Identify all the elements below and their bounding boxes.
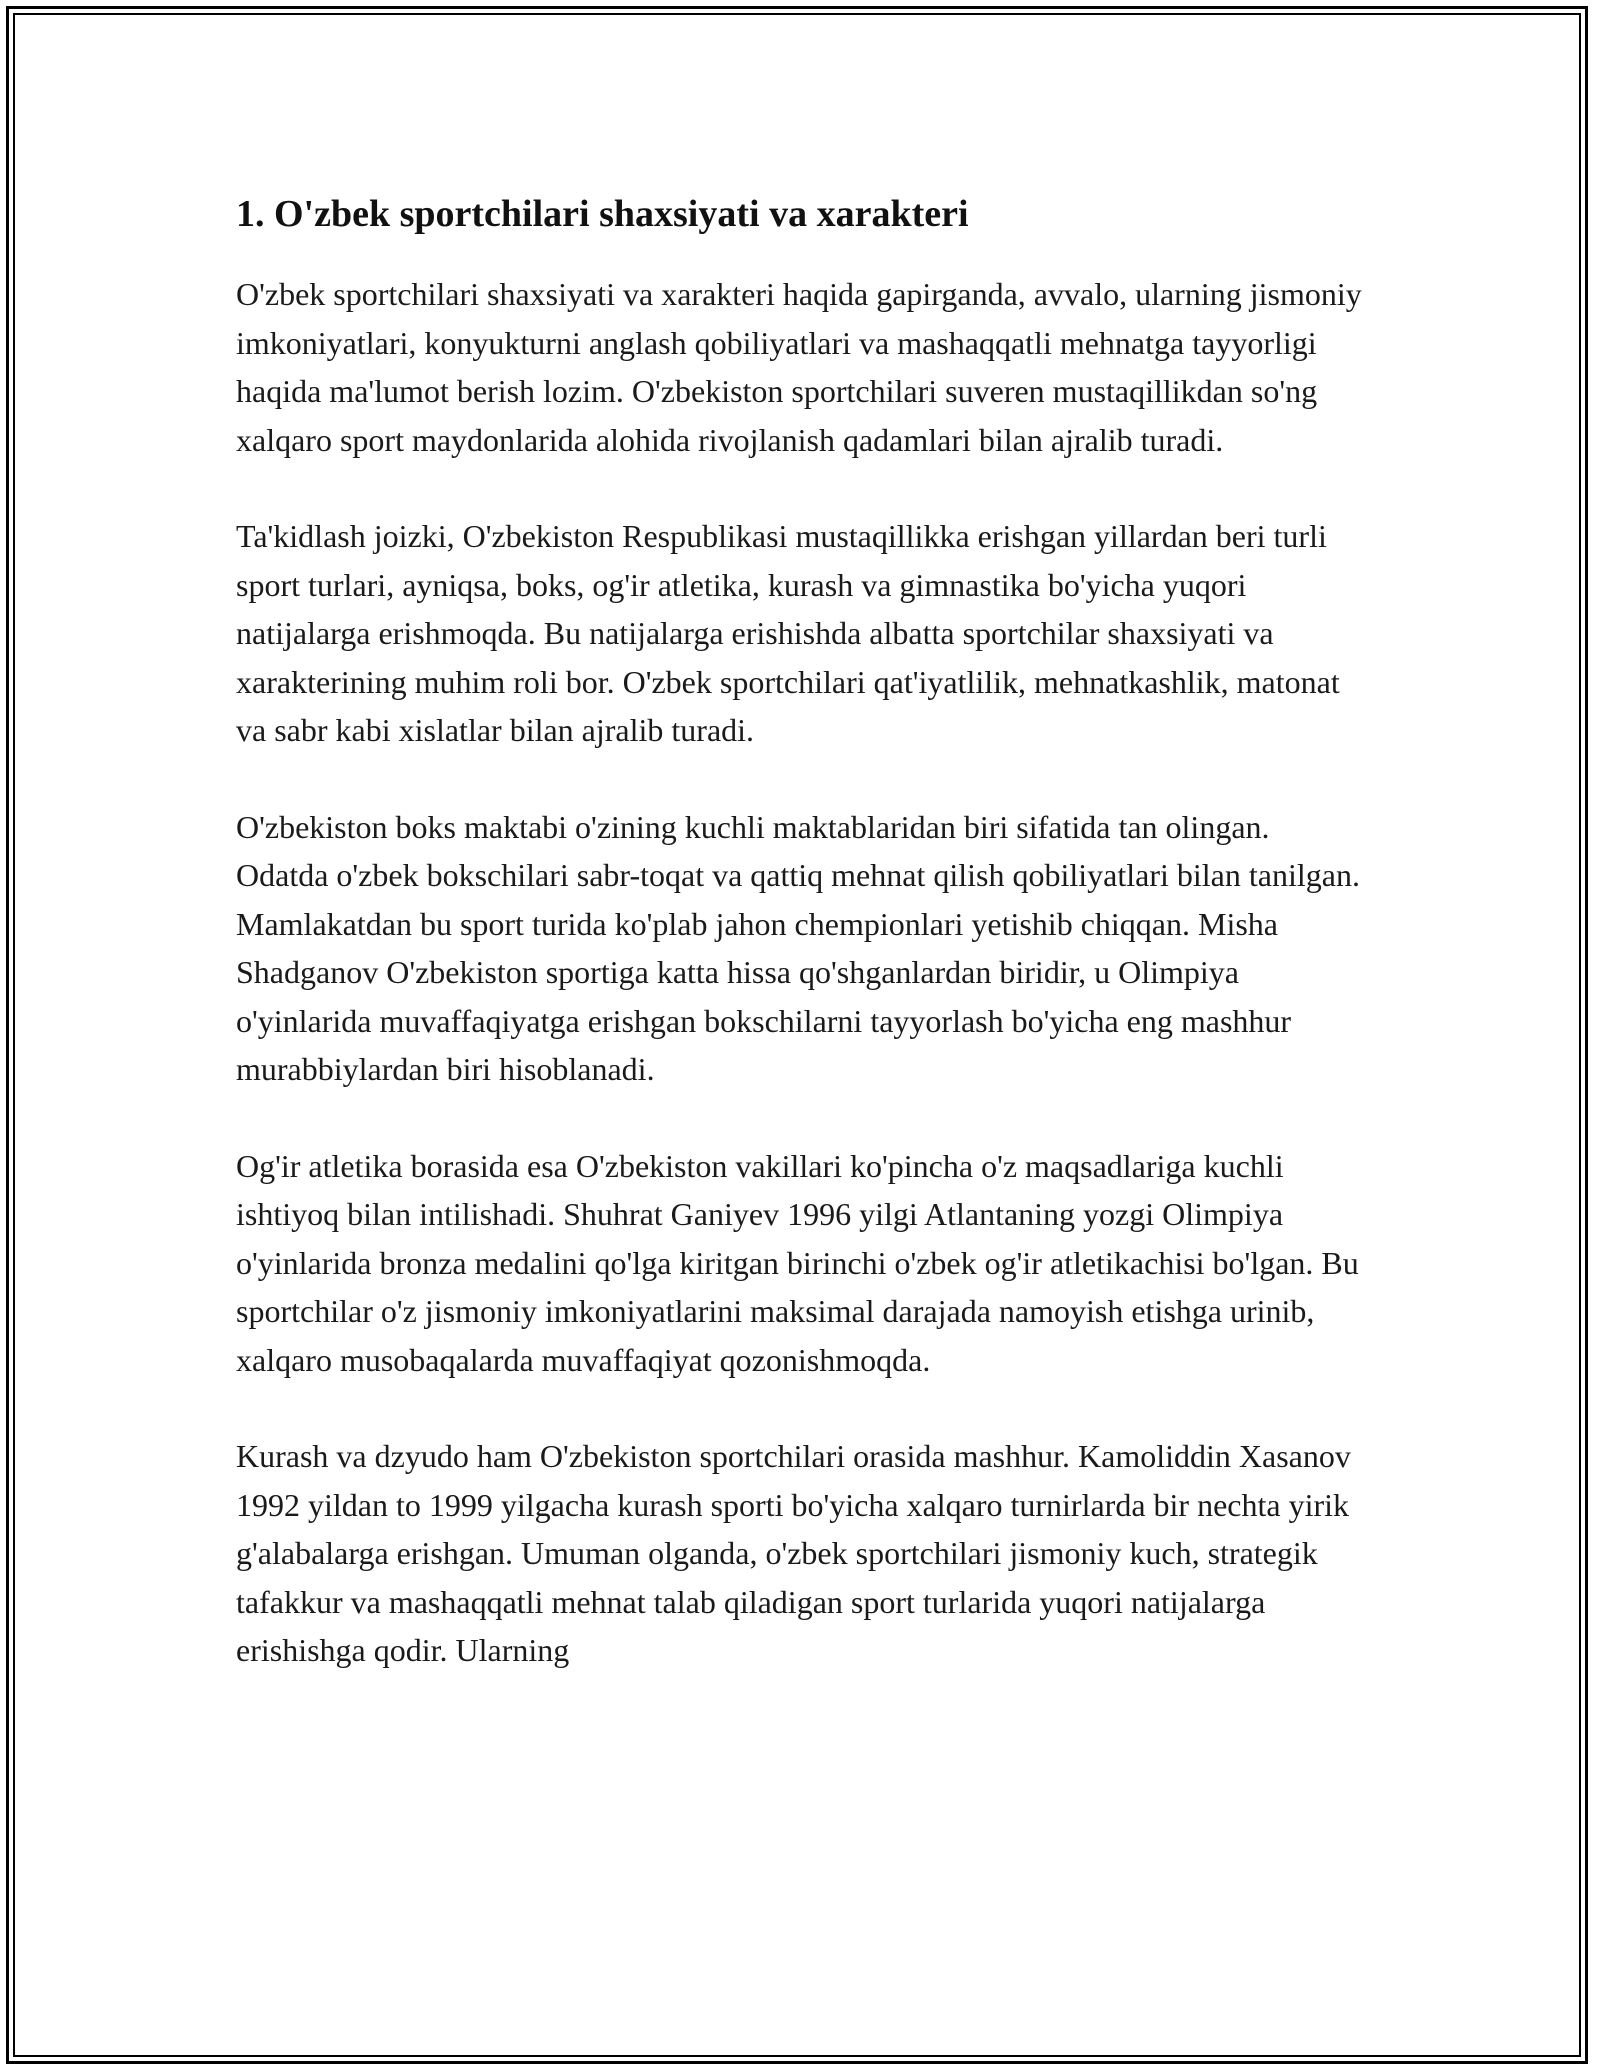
document-body [236, 188, 1366, 1723]
paragraph-boxing: O'zbekiston boks maktabi o'zining kuchli maktablaridan biri sifatida tan olingan. Odatda o'zbek bokschilari sabr-toqat va qattiq mehnat qilish qobiliyatlari bilan tanilgan. Mamlakatdan bu sport turida ko'plab jahon chempionlari yetishib chiqqan. Misha Shadganov O'zbekiston sportiga katta hissa qo'shganlardan biridir, u Olimpiya o'yinlarida muvaffaqiyatga erishgan bokschilarni tayyorlash bo'yicha eng mashhur murabbiylardan biri hisoblanadi. [236, 808, 1360, 1087]
paragraph-kurash-judo: Kurash va dzyudo ham O'zbekiston sportchilari orasida mashhur. Kamoliddin Xasanov 1992 yildan to 1999 yilgacha kurash sporti bo'yicha xalqaro turnirlarda bir nechta yirik g'alabalarga erishgan. Umuman olganda, o'zbek sportchilari jismoniy kuch, strategik tafakkur va mashaqqatli mehnat talab qiladigan sport turlarida yuqori natijalarga erishishga qodir. Ularning [236, 1438, 1351, 1668]
section-heading: 1. O'zbek sportchilari shaxsiyati va xarakteri [236, 193, 969, 235]
paragraph-achievements: Ta'kidlash joizki, O'zbekiston Respublikasi mustaqillikka erishgan yillardan beri turli sport turlari, ayniqsa, boks, og'ir atletika, kurash va gimnastika bo'yicha yuqori natijalarga erishmoqda. Bu natijalarga erishishda albatta sportchilar shaxsiyati va xarakterining muhim roli bor. O'zbek sportchilari qat'iyatlilik, mehnatkashlik, matonat va sabr kabi xislatlar bilan ajralib turadi. [236, 518, 1340, 748]
paragraph-intro: O'zbek sportchilari shaxsiyati va xarakteri haqida gapirganda, avvalo, ularning jismoniy imkoniyatlari, konyukturni anglash qobiliyatlari va mashaqqatli mehnatga tayyorligi haqida ma'lumot berish lozim. O'zbekiston sportchilari suveren mustaqillikdan so'ng xalqaro sport maydonlarida alohida rivojlanish qadamlari bilan ajralib turadi. [236, 276, 1362, 458]
paragraph-weightlifting: Og'ir atletika borasida esa O'zbekiston vakillari ko'pincha o'z maqsadlariga kuchli ishtiyoq bilan intilishadi. Shuhrat Ganiyev 1996 yilgi Atlantaning yozgi Olimpiya o'yinlarida bronza medalini qo'lga kiritgan birinchi o'zbek og'ir atletikachisi bo'lgan. Bu sportchilar o'z jismoniy imkoniyatlarini maksimal darajada namoyish etishga urinib, xalqaro musobaqalarda muvaffaqiyat qozonishmoqda. [236, 1147, 1359, 1378]
